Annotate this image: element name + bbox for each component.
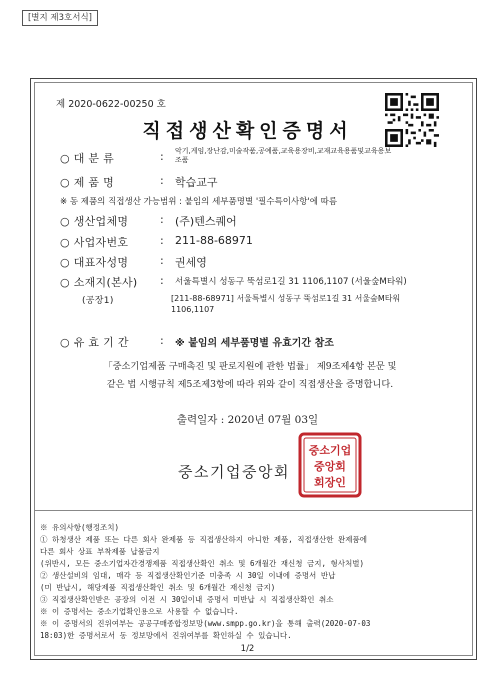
issuer-name: 중소기업중앙회 — [178, 463, 290, 481]
category-label: ○ 대 분 류 — [60, 152, 115, 165]
page-number: 1/2 — [240, 644, 255, 654]
certification-statement — [55, 358, 445, 394]
certificate-number: 제 2020-0622-00250 호 — [56, 99, 166, 110]
notice-line: ③ 직접생산확인받은 공장의 이전 시 30일이내 증명서 미반납 시 직접생산확인 취소 — [40, 595, 334, 604]
company-label: ○ 생산업체명 — [60, 215, 129, 228]
address-value: 서울특별시 성동구 뚝섬로1길 31 1106,1107 (서울숲M타워) — [175, 277, 407, 287]
colon: : — [160, 254, 164, 267]
colon: : — [160, 174, 164, 187]
biz-no-value: 211-88-68971 — [175, 234, 253, 247]
scope-note: ※ 동 제품의 직접생산 가능범위 : 붙임의 세부품명별 '필수특이사항'에 따름 — [60, 197, 338, 207]
svg-text:중소기업: 중소기업 — [308, 444, 352, 457]
ceo-value: 권세영 — [175, 256, 207, 269]
colon: : — [160, 213, 164, 226]
notice-line: 다른 회사 상표 부착제품 납품금지 — [40, 547, 160, 556]
factory-label: (공장1) — [82, 296, 114, 306]
company-value: (주)텐스퀘어 — [175, 215, 237, 228]
notice-line: ② 생산설비의 임대, 매각 등 직접생산확인기준 미충족 시 30일 이내에 증명서 반납 — [40, 571, 336, 580]
notice-line: ※ 유의사항(행정조치) — [40, 523, 120, 532]
issue-date: 출력일자 : 2020년 07월 03일 — [176, 414, 319, 426]
ceo-label: ○ 대표자성명 — [60, 256, 129, 269]
colon: : — [160, 150, 164, 163]
document-title: 직접생산확인증명서 — [142, 120, 353, 142]
notices-section — [40, 522, 480, 642]
address-label: ○ 소재지(본사) — [60, 276, 138, 289]
form-number-tag: [별지 제3호서식] — [22, 10, 98, 26]
statement-line-1: 「중소기업제품 구매촉진 및 판로지원에 관한 법률」 제9조제4항 본문 및 — [103, 361, 397, 372]
notice-line: (위반시, 모든 중소기업자간경쟁제품 직접생산확인 취소 및 6개월간 재신청 금지, 형사처벌) — [40, 559, 365, 568]
notice-line: ※ 이 증명서는 중소기업확인용으로 사용할 수 없습니다. — [40, 607, 239, 616]
notice-line: ① 하청생산 제품 또는 다른 회사 완제품 등 직접생산하지 아니한 제품, 직접생산한 완제품에 — [40, 535, 368, 544]
factory-value: [211-88-68971] 서울특별시 성동구 뚝섬로1길 31 서울숲M타워 1106,1107 — [171, 294, 401, 314]
validity-value: ※ 붙임의 세부품명별 유효기간 참조 — [175, 338, 334, 349]
product-value: 학습교구 — [175, 176, 218, 189]
biz-no-label: ○ 사업자번호 — [60, 236, 129, 249]
colon: : — [160, 334, 164, 347]
validity-label: ○ 유 효 기 간 — [60, 336, 129, 349]
official-seal-icon — [298, 432, 362, 498]
product-label: ○ 제 품 명 — [60, 176, 115, 189]
notice-line: ※ 이 증명서의 진위여부는 공공구매종합정보망(www.smpp.go.kr)을 통해 출력(2020-07-03 — [40, 619, 371, 628]
section-divider — [34, 510, 473, 511]
notice-line: (미 반납시, 해당제품 직접생산확인 취소 및 6개월간 재신청 금지) — [40, 583, 276, 592]
notice-line: 18:03)한 증명서로서 동 정보망에서 진위여부를 확인하실 수 있습니다. — [40, 631, 292, 640]
category-value: 악기,게임,장난감,미술작품,공예품,교육용장비,교재교육용품및교육용보조품 — [175, 147, 392, 164]
colon: : — [160, 234, 164, 247]
svg-text:회장인: 회장인 — [314, 476, 346, 489]
svg-text:중앙회: 중앙회 — [314, 460, 346, 473]
statement-line-2: 같은 법 시행규칙 제5조제3항에 따라 위와 같이 직접생산을 증명합니다. — [106, 379, 394, 390]
colon: : — [160, 274, 164, 287]
